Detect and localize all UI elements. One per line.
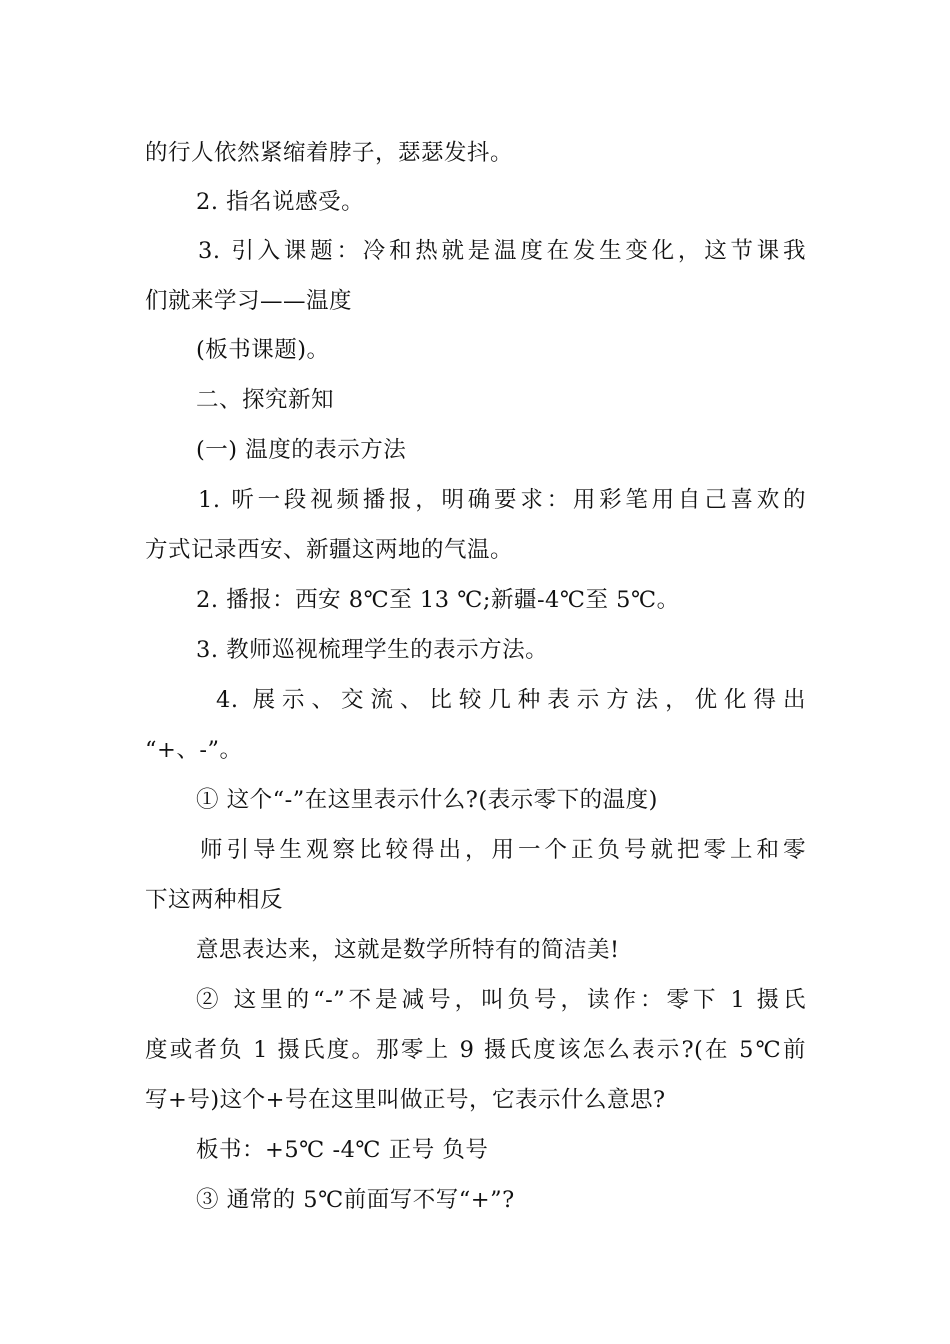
text-line-9: 方式记录西安、新疆这两地的气温。 [145, 537, 514, 563]
text-line-14: ① 这个“-”在这里表示什么?(表示零下的温度) [196, 787, 658, 813]
subsection-heading: (一) 温度的表示方法 [196, 437, 407, 463]
text-line-21: 板书：+5℃ -4℃ 正号 负号 [196, 1137, 489, 1163]
text-line-15: 师引导生观察比较得出，用一个正负号就把零上和零 [200, 837, 806, 863]
text-line-5: (板书课题)。 [196, 337, 330, 363]
text-line-8: 1. 听一段视频播报，明确要求：用彩笔用自己喜欢的 [198, 487, 806, 513]
text-line-20: 写+号)这个+号在这里叫做正号，它表示什么意思? [145, 1087, 666, 1113]
section-heading: 二、探究新知 [196, 387, 335, 413]
text-line-18: ② 这里的“-”不是减号，叫负号，读作：零下 1 摄氏 [196, 987, 806, 1013]
text-line-11: 3. 教师巡视梳理学生的表示方法。 [196, 637, 549, 663]
text-line-1: 的行人依然紧缩着脖子，瑟瑟发抖。 [145, 140, 514, 166]
text-line-3: 3. 引入课题：冷和热就是温度在发生变化，这节课我 [198, 238, 806, 264]
text-line-19: 度或者负 1 摄氏度。那零上 9 摄氏度该怎么表示?(在 5℃前 [145, 1037, 806, 1063]
text-line-16: 下这两种相反 [145, 887, 284, 913]
text-line-4: 们就来学习——温度 [145, 288, 353, 314]
text-line-12: 4. 展示、交流、比较几种表示方法，优化得出 [216, 687, 806, 713]
text-line-10: 2. 播报：西安 8℃至 13 ℃;新疆-4℃至 5℃。 [196, 587, 680, 613]
text-line-2: 2. 指名说感受。 [196, 189, 365, 215]
text-line-13: “+、-”。 [145, 737, 243, 763]
text-line-17: 意思表达来，这就是数学所特有的简洁美! [196, 937, 620, 963]
text-line-22: ③ 通常的 5℃前面写不写“+”? [196, 1187, 515, 1213]
